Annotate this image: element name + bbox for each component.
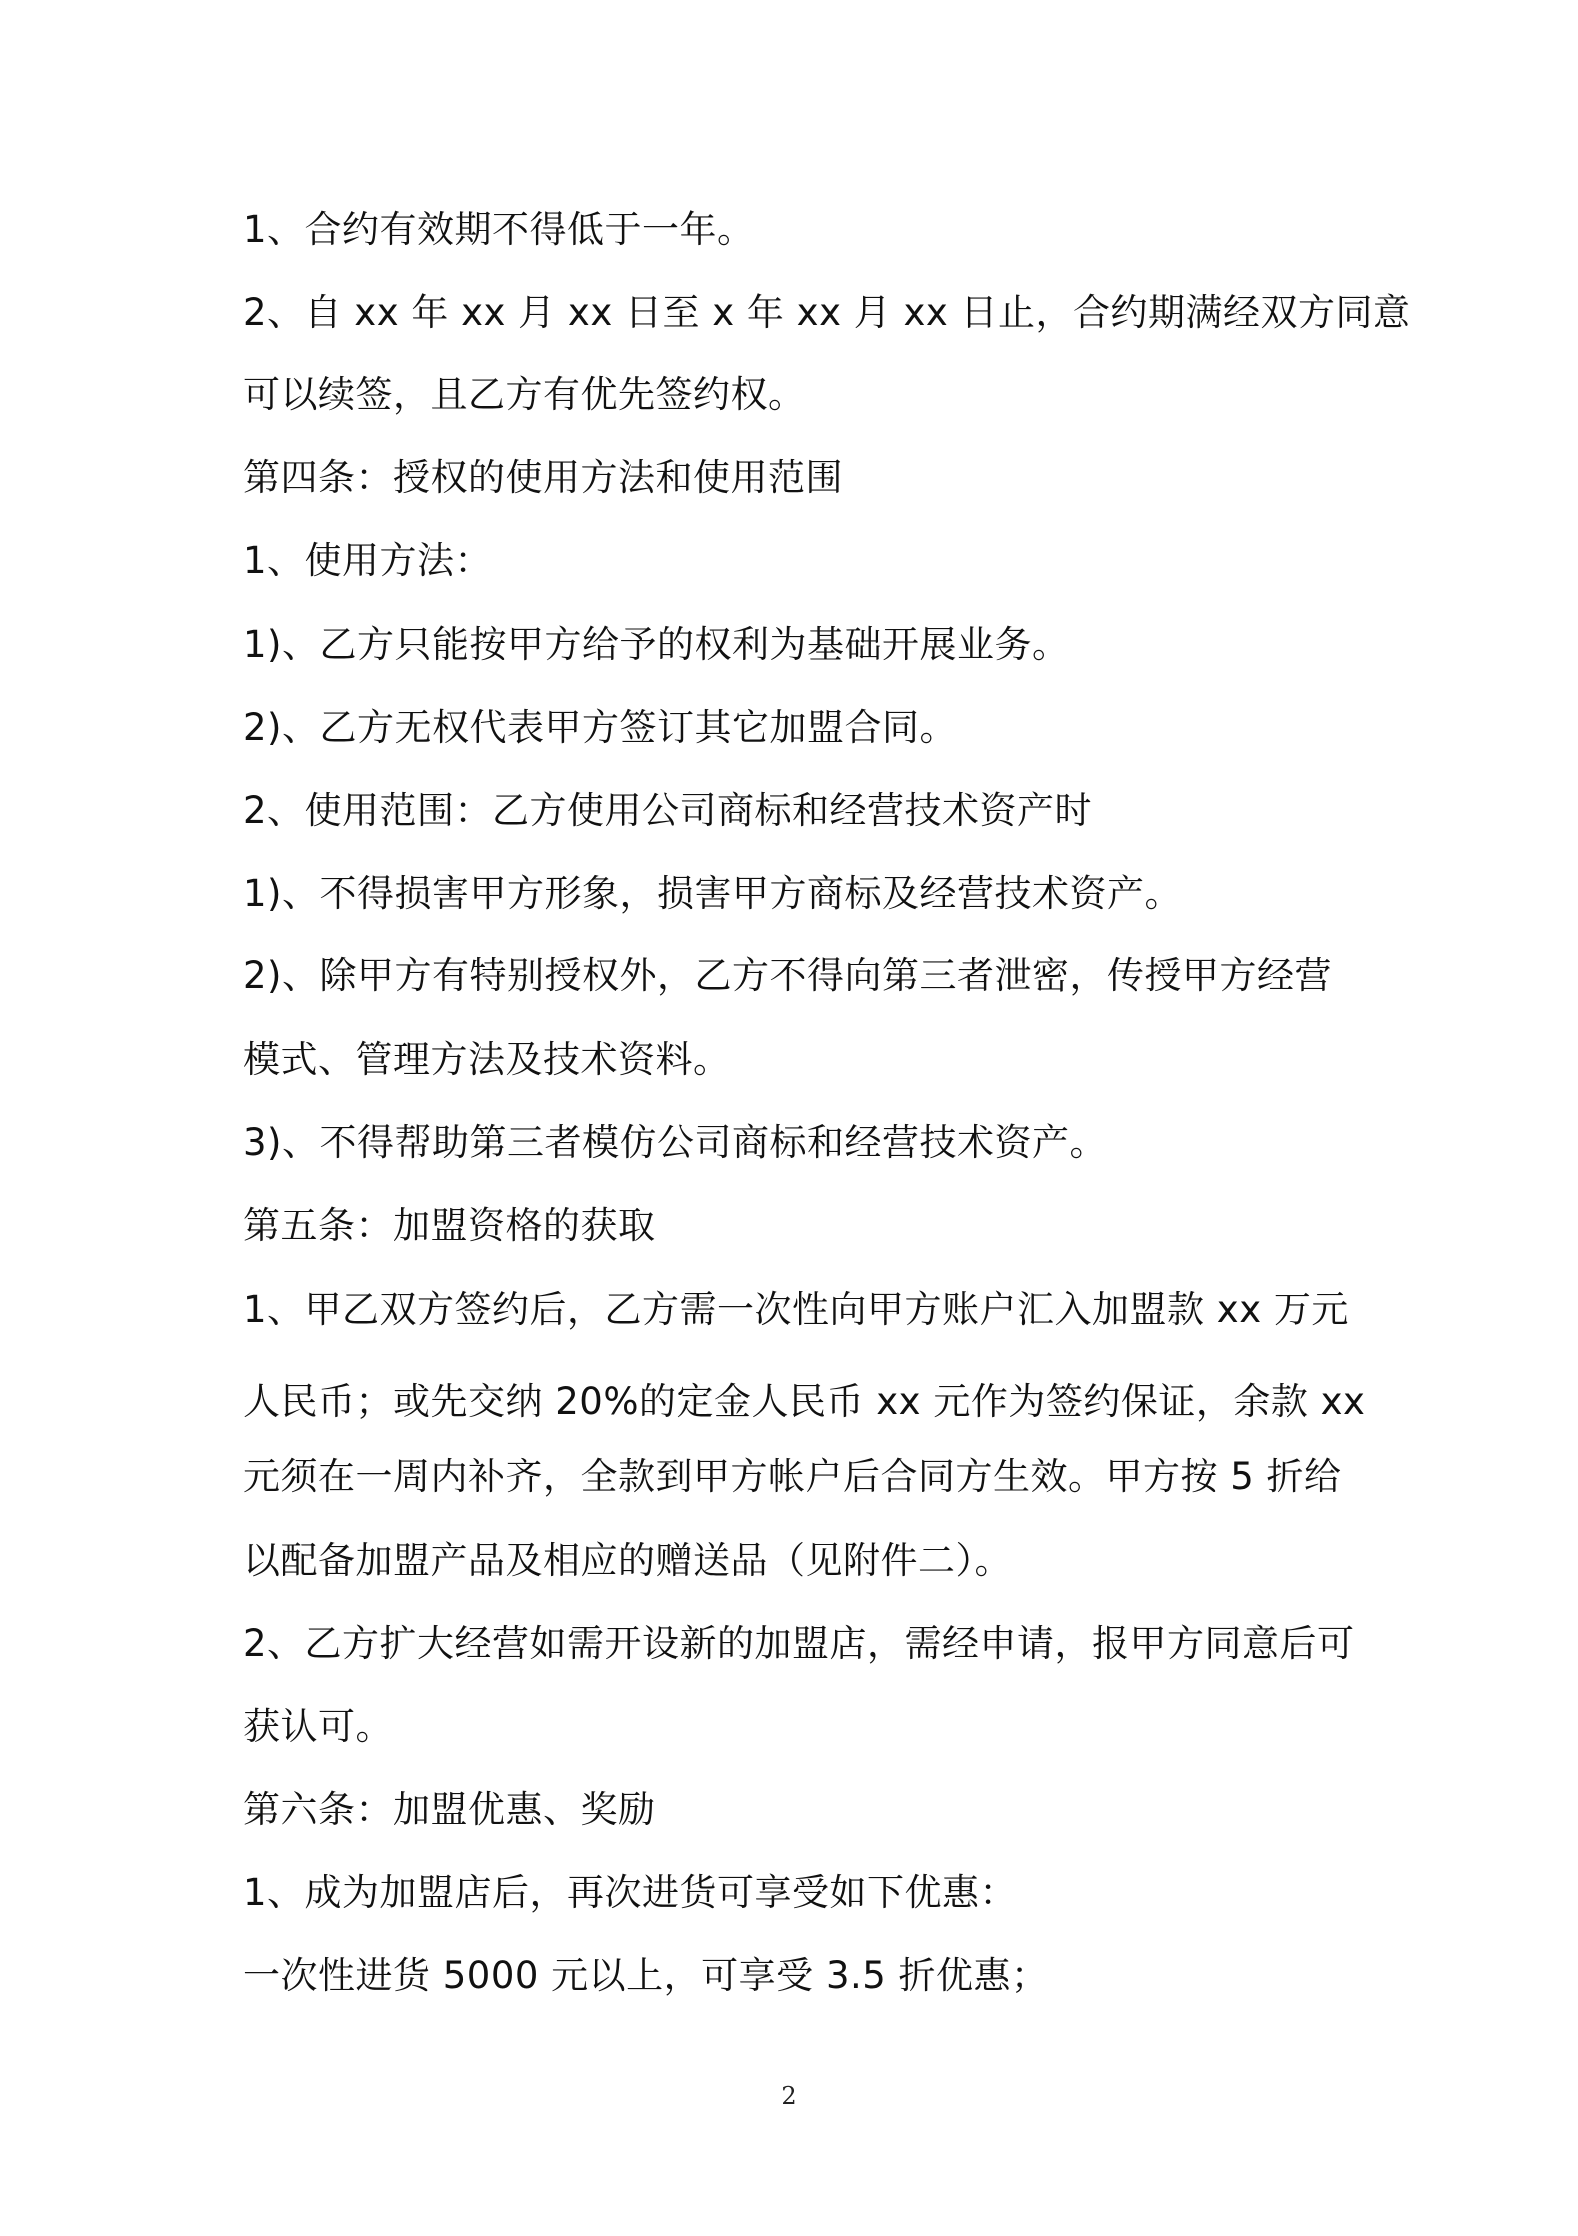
text-line: 1、合约有效期不得低于一年。 xyxy=(243,208,755,251)
section-heading: 第六条：加盟优惠、奖励 xyxy=(243,1788,656,1831)
text-line: 获认可。 xyxy=(243,1705,393,1748)
text-line: 可以续签，且乙方有优先签约权。 xyxy=(243,373,806,416)
text-line: 1、成为加盟店后，再次进货可享受如下优惠： xyxy=(243,1871,1018,1914)
text-line: 模式、管理方法及技术资料。 xyxy=(243,1038,731,1081)
section-heading: 第四条：授权的使用方法和使用范围 xyxy=(243,456,843,499)
page-number: 2 xyxy=(781,2082,797,2110)
text-line: 2、使用范围：乙方使用公司商标和经营技术资产时 xyxy=(243,789,1093,832)
text-line: 1、使用方法： xyxy=(243,539,493,582)
text-line: 1)、乙方只能按甲方给予的权利为基础开展业务。 xyxy=(243,623,1070,666)
text-line: 3)、不得帮助第三者模仿公司商标和经营技术资产。 xyxy=(243,1121,1107,1164)
text-line: 元须在一周内补齐，全款到甲方帐户后合同方生效。甲方按 5 折给 xyxy=(243,1455,1342,1498)
text-line: 人民币；或先交纳 20%的定金人民币 xx 元作为签约保证，余款 xx xyxy=(243,1380,1366,1423)
text-line: 2)、除甲方有特别授权外，乙方不得向第三者泄密，传授甲方经营 xyxy=(243,954,1332,997)
text-line: 1)、不得损害甲方形象，损害甲方商标及经营技术资产。 xyxy=(243,872,1182,915)
text-line: 2、乙方扩大经营如需开设新的加盟店，需经申请，报甲方同意后可 xyxy=(243,1622,1355,1665)
text-line: 2)、乙方无权代表甲方签订其它加盟合同。 xyxy=(243,706,957,749)
section-heading: 第五条：加盟资格的获取 xyxy=(243,1204,656,1247)
text-line: 2、自 xx 年 xx 月 xx 日至 x 年 xx 月 xx 日止，合约期满经双方同意 xyxy=(243,291,1411,334)
text-line: 一次性进货 5000 元以上，可享受 3.5 折优惠； xyxy=(243,1954,1049,1997)
text-line: 以配备加盟产品及相应的赠送品（见附件二）。 xyxy=(243,1539,1012,1582)
text-line: 1、甲乙双方签约后，乙方需一次性向甲方账户汇入加盟款 xx 万元 xyxy=(243,1288,1349,1331)
